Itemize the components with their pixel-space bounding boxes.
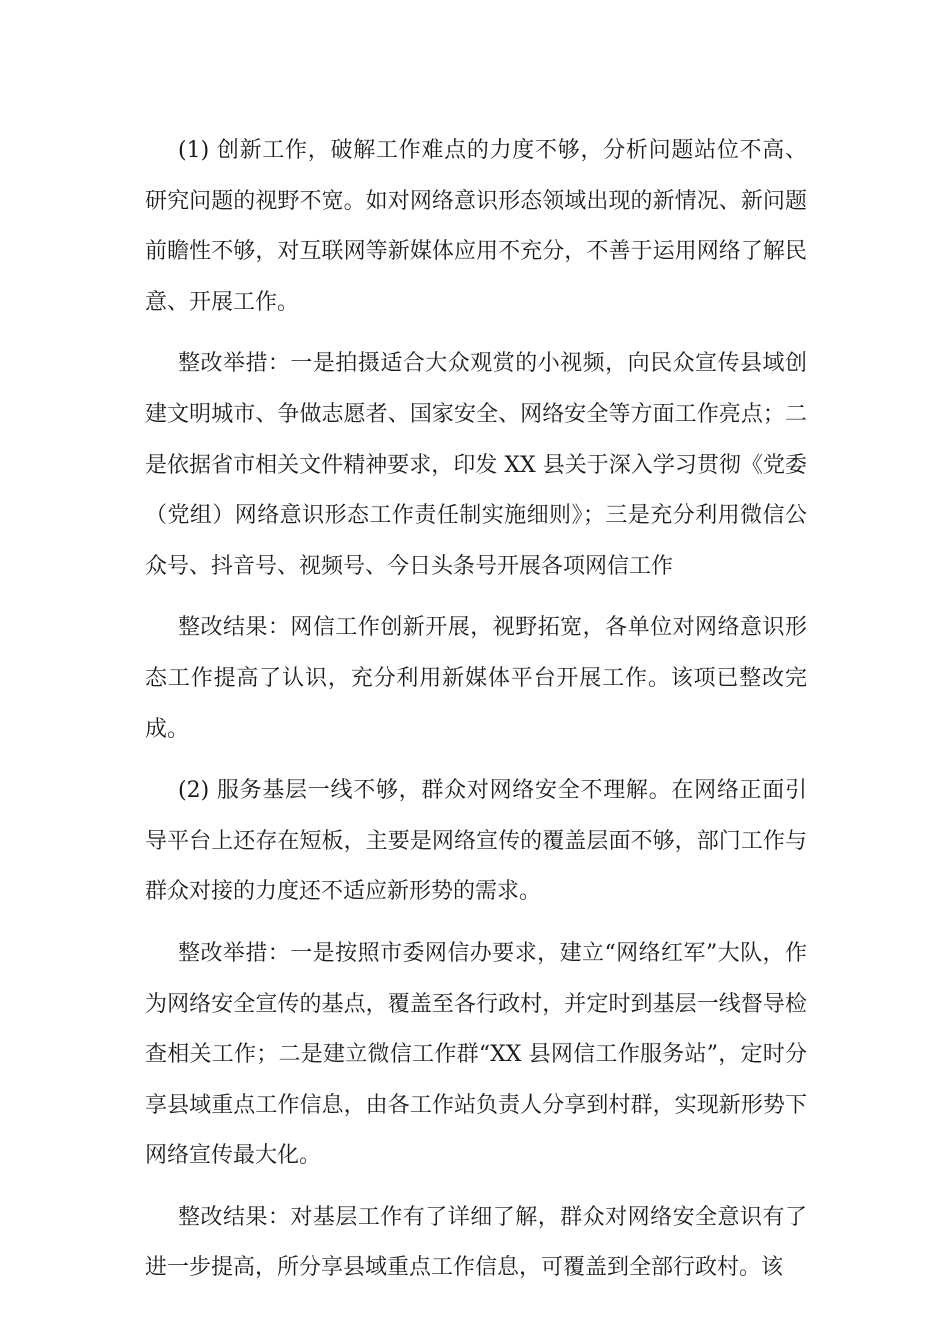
paragraph-issue-2: (2) 服务基层一线不够，群众对网络安全不理解。在网络正面引导平台上还存在短板，主要是网络宣传的覆盖层面不够，部门工作与群众对接的力度还不适应新形势的需求。: [145, 778, 807, 905]
paragraph-result-1: 整改结果：网信工作创新开展，视野拓宽，各单位对网络意识形态工作提高了认识，充分利用新媒体平台开展工作。该项已整改完成。: [145, 615, 807, 742]
paragraph-measures-2: 整改举措：一是按照市委网信办要求，建立“网络红军”大队，作为网络安全宣传的基点，覆盖至各行政村，并定时到基层一线督导检查相关工作；二是建立微信工作群“XX 县网信工作服务站”，定时分享县域重点工作信息，由各工作站负责人分享到村群，实现新形势下网络宣传最大化。: [145, 940, 807, 1169]
paragraph-issue-1: (1) 创新工作，破解工作难点的力度不够，分析问题站位不高、研究问题的视野不宽。如对网络意识形态领域出现的新情况、新问题前瞻性不够，对互联网等新媒体应用不充分，不善于运用网络了解民意、开展工作。: [145, 138, 807, 315]
paragraph-result-2: 整改结果：对基层工作有了详细了解，群众对网络安全意识有了进一步提高，所分享县域重点工作信息，可覆盖到全部行政村。该: [145, 1204, 807, 1281]
document-body: [145, 126, 807, 1305]
paragraph-measures-1: 整改举措：一是拍摄适合大众观赏的小视频，向民众宣传县域创建文明城市、争做志愿者、国家安全、网络安全等方面工作亮点；二是依据省市相关文件精神要求，印发 XX 县关于深入学习贯彻《党委（党组）网络意识形态工作责任制实施细则》；三是充分利用微信公众号、抖音号、视频号、今日头条号开展各项网信工作: [145, 351, 807, 579]
